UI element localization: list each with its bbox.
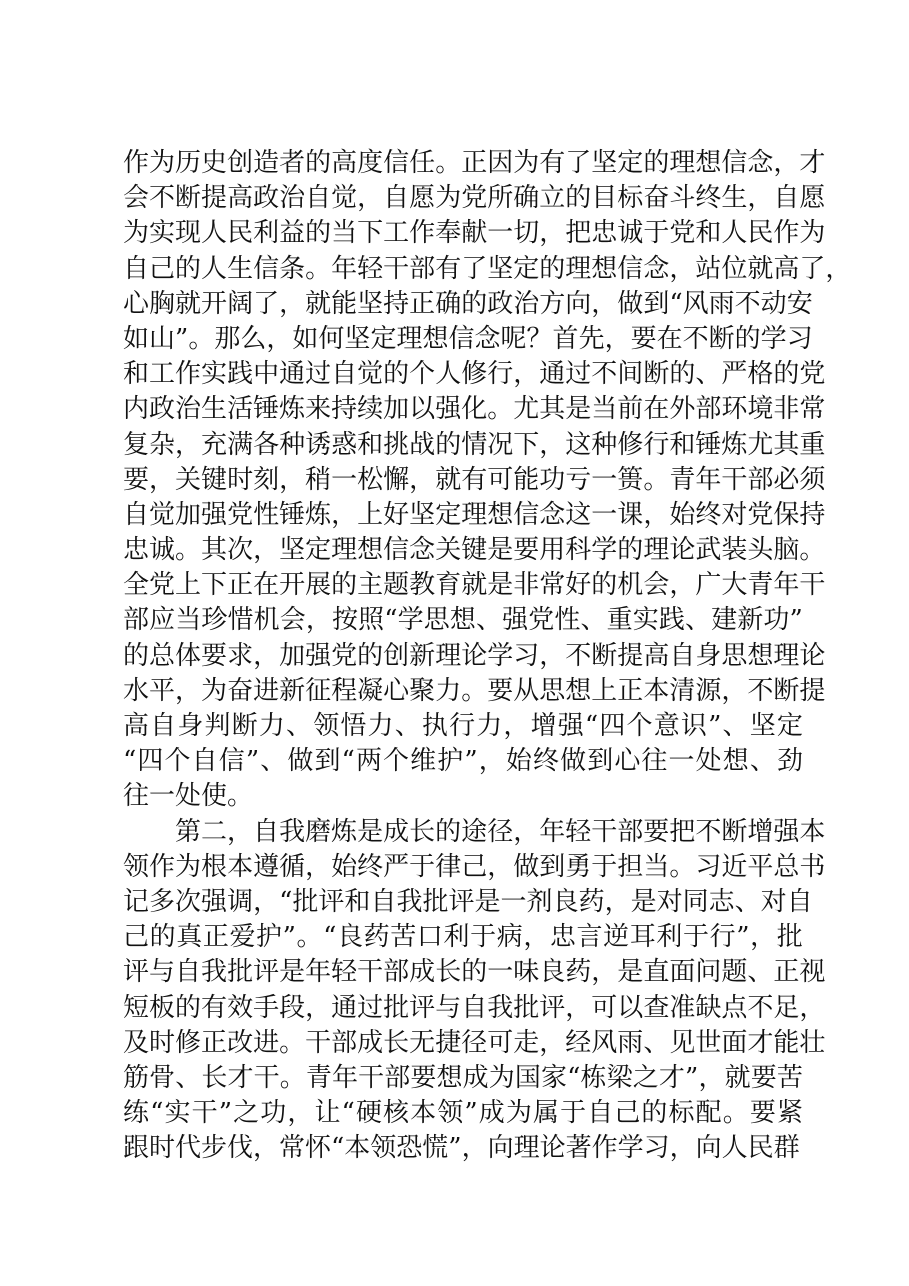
body-text [123, 146, 852, 1166]
text-line: 心 胸 就 开 阔 了 ， 就 能 坚 持 正 确 的 政 治 方 向 ， 做 到 “ 风 雨 不 动 安 [123, 288, 813, 319]
text-line: 第 二 ， 自 我 磨 炼 是 成 长 的 途 径 ， 年 轻 干 部 要 把 不 断 增 强 本 [175, 816, 826, 847]
paragraph [123, 815, 826, 1167]
text-line: 作 为 历 史 创 造 者 的 高 度 信 任 。 正 因 为 有 了 坚 定 的 理 想 信 念 ， 才 [123, 148, 826, 178]
text-line: “ 四 个 自 信 ” 、 做 到 “ 两 个 维 护 ” ， 始 终 做 到 心 往 一 处 想 、 劲 [123, 746, 803, 777]
text-line: 己 的 真 正 爱 护 ” 。 “ 良 药 苦 口 利 于 病 ， 忠 言 逆 耳 利 于 行 ” ， 批 [123, 922, 803, 953]
text-line: 记 多 次 强 调 ， “ 批 评 和 自 我 批 评 是 一 剂 良 药 ， 是 对 同 志 、 对 自 [123, 886, 813, 917]
text-line: 及 时 修 正 改 进 。 干 部 成 长 无 捷 径 可 走 ， 经 风 雨 、 见 世 面 才 能 壮 [123, 1027, 826, 1058]
text-line: 内 政 治 生 活 锤 炼 来 持 续 加 以 强 化 。 尤 其 是 当 前 在 外 部 环 境 非 常 [123, 394, 826, 425]
text-line: 领 作 为 根 本 遵 循 ， 始 终 严 于 律 己 ， 做 到 勇 于 担 当 。 习 近 平 总 书 [123, 851, 826, 882]
text-line: 筋 骨 、 长 才 干 。 青 年 干 部 要 想 成 为 国 家 “ 栋 梁 之 才 ” ， 就 要 苦 [123, 1062, 803, 1093]
text-line: 忠 诚 。 其 次 ， 坚 定 理 想 信 念 关 键 是 要 用 科 学 的 理 论 武 装 头 脑 。 [123, 535, 826, 566]
text-line: 的 总 体 要 求 ， 加 强 党 的 创 新 理 论 学 习 ， 不 断 提 高 自 身 思 想 理 论 [123, 640, 826, 671]
text-line: 自 己 的 人 生 信 条 。 年 轻 干 部 有 了 坚 定 的 理 想 信 念 ， 站 位 就 高 了 ， [123, 253, 852, 284]
text-line: 和 工 作 实 践 中 通 过 自 觉 的 个 人 修 行 ， 通 过 不 间 断 的 、 严 格 的 党 [123, 359, 826, 390]
text-line: 如 山 ” 。 那 么 ， 如 何 坚 定 理 想 信 念 呢 ？ 首 先 ， 要 在 不 断 的 学 习 [123, 323, 813, 354]
text-line: 复 杂 ， 充 满 各 种 诱 惑 和 挑 战 的 情 况 下 ， 这 种 修 行 和 锤 炼 尤 其 重 [123, 429, 826, 460]
text-line: 要 ， 关 键 时 刻 ， 稍 一 松 懈 ， 就 有 可 能 功 亏 一 篑 。 青 年 干 部 必 须 [123, 464, 826, 495]
text-line: 自 觉 加 强 党 性 锤 炼 ， 上 好 坚 定 理 想 信 念 这 一 课 ， 始 终 对 党 保 持 [123, 499, 826, 530]
text-line: 全 党 上 下 正 在 开 展 的 主 题 教 育 就 是 非 常 好 的 机 会 ， 广 大 青 年 干 [123, 570, 826, 601]
text-line: 部 应 当 珍 惜 机 会 ， 按 照 “ 学 思 想 、 强 党 性 、 重 实 践 、 建 新 功 ” [123, 605, 803, 636]
text-line: 往一处使。 [123, 781, 254, 812]
text-line: 评 与 自 我 批 评 是 年 轻 干 部 成 长 的 一 味 良 药 ， 是 直 面 问 题 、 正 视 [123, 957, 826, 988]
paragraph [123, 146, 852, 815]
text-line: 高 自 身 判 断 力 、 领 悟 力 、 执 行 力 ， 增 强 “ 四 个 意 识 ” 、 坚 定 [123, 711, 803, 741]
text-line: 会 不 断 提 高 政 治 自 觉 ， 自 愿 为 党 所 确 立 的 目 标 奋 斗 终 生 ， 自 愿 [123, 183, 826, 214]
text-line: 练 “ 实 干 ” 之 功 ， 让 “ 硬 核 本 领 ” 成 为 属 于 自 己 的 标 配 。 要 紧 [123, 1098, 803, 1129]
text-line: 短 板 的 有 效 手 段 ， 通 过 批 评 与 自 我 批 评 ， 可 以 查 准 缺 点 不 足 ， [123, 992, 826, 1023]
text-line: 水 平 ， 为 奋 进 新 征 程 凝 心 聚 力 。 要 从 思 想 上 正 本 清 源 ， 不 断 提 [123, 675, 826, 706]
text-line: 跟时代步伐，常怀“本领恐慌”，向理论著作学习，向人民群 [123, 1133, 800, 1164]
text-line: 为 实 现 人 民 利 益 的 当 下 工 作 奉 献 一 切 ， 把 忠 诚 于 党 和 人 民 作 为 [123, 218, 826, 249]
